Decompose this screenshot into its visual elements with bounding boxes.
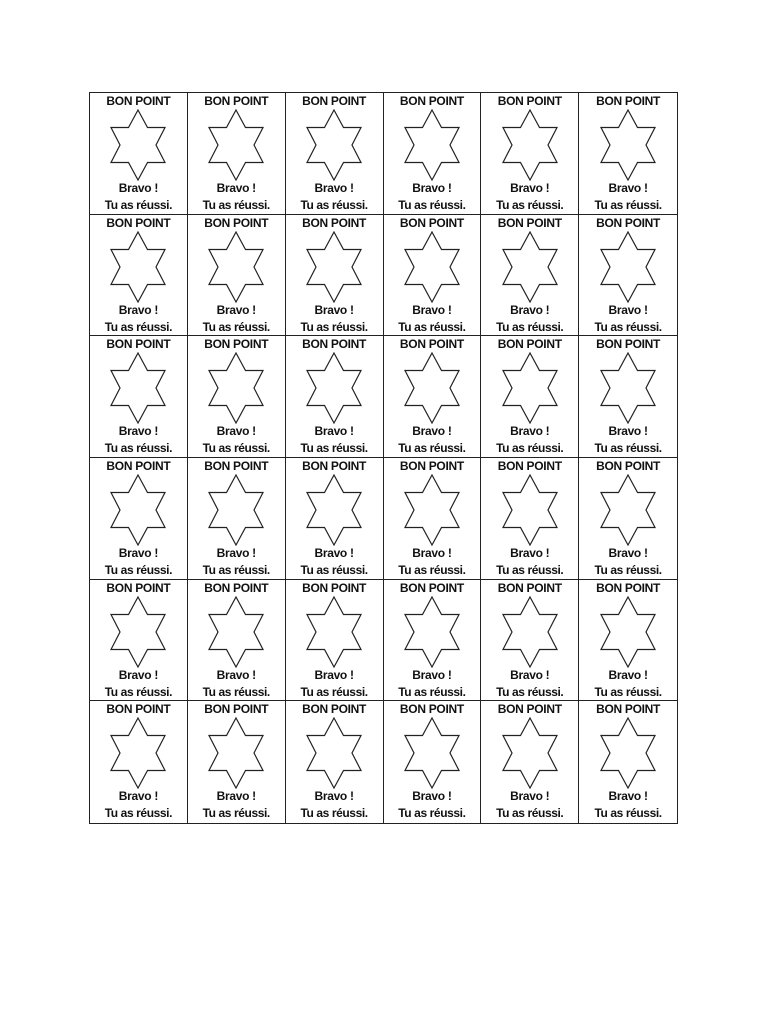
six-pointed-star-icon [501,474,559,546]
card-title: BON POINT [106,702,171,717]
card-title: BON POINT [106,337,171,352]
bon-point-card [579,336,677,458]
card-message-bravo: Bravo ! [608,545,648,560]
six-pointed-star-icon [599,596,657,668]
card-message-success: Tu as réussi. [104,319,173,334]
bon-point-card [90,93,188,215]
card-message-bravo: Bravo ! [216,302,256,317]
card-message-bravo: Bravo ! [608,181,648,195]
card-message-bravo: Bravo ! [412,545,452,560]
six-pointed-star-icon [403,717,461,789]
bon-point-card [579,580,677,702]
six-pointed-star-icon [109,474,167,546]
bon-point-sheet [89,92,678,824]
card-title: BON POINT [596,337,661,352]
card-title: BON POINT [497,580,562,595]
card-title: BON POINT [204,94,269,108]
bon-point-card [481,215,579,337]
card-message-success: Tu as réussi. [300,198,368,212]
bon-point-card [188,580,286,702]
card-title: BON POINT [399,580,464,595]
bon-point-card [481,93,579,215]
card-message-bravo: Bravo ! [608,424,648,439]
card-message-success: Tu as réussi. [104,198,173,212]
card-title: BON POINT [596,580,661,595]
card-message-success: Tu as réussi. [202,198,270,212]
bon-point-card [188,701,286,823]
bon-point-card [286,215,384,337]
bon-point-card [579,215,677,337]
card-message-bravo: Bravo ! [216,667,256,682]
card-message-success: Tu as réussi. [398,562,466,577]
six-pointed-star-icon [305,109,363,181]
bon-point-card [481,336,579,458]
card-message-bravo: Bravo ! [216,789,256,804]
bon-point-card [90,458,188,580]
card-message-success: Tu as réussi. [496,441,564,456]
card-message-success: Tu as réussi. [104,441,173,456]
card-message-bravo: Bravo ! [510,181,550,195]
card-title: BON POINT [596,458,661,473]
card-message-success: Tu as réussi. [398,319,466,334]
bon-point-card [384,215,482,337]
card-message-bravo: Bravo ! [118,545,159,560]
six-pointed-star-icon [403,596,461,668]
card-message-bravo: Bravo ! [118,302,159,317]
card-title: BON POINT [596,94,661,108]
card-title: BON POINT [204,580,269,595]
bon-point-card [481,458,579,580]
card-title: BON POINT [596,702,661,717]
bon-point-card [286,458,384,580]
six-pointed-star-icon [501,231,559,303]
six-pointed-star-icon [305,352,363,424]
six-pointed-star-icon [305,596,363,668]
card-message-success: Tu as réussi. [594,684,662,699]
card-title: BON POINT [497,94,562,108]
card-title: BON POINT [106,215,171,230]
card-message-success: Tu as réussi. [202,319,270,334]
bon-point-card [579,93,677,215]
six-pointed-star-icon [305,474,363,546]
card-message-bravo: Bravo ! [118,789,159,804]
card-message-success: Tu as réussi. [202,806,270,821]
card-title: BON POINT [302,580,367,595]
card-title: BON POINT [497,215,562,230]
card-title: BON POINT [399,702,464,717]
six-pointed-star-icon [207,596,265,668]
bon-point-card [286,580,384,702]
card-title: BON POINT [399,94,464,108]
card-message-bravo: Bravo ! [314,667,354,682]
card-message-bravo: Bravo ! [314,545,354,560]
card-message-success: Tu as réussi. [300,806,368,821]
card-title: BON POINT [204,337,269,352]
bon-point-card [481,701,579,823]
six-pointed-star-icon [501,717,559,789]
card-message-success: Tu as réussi. [594,806,662,821]
card-message-success: Tu as réussi. [202,441,270,456]
card-message-bravo: Bravo ! [118,424,159,439]
six-pointed-star-icon [305,717,363,789]
card-message-bravo: Bravo ! [510,424,550,439]
card-message-success: Tu as réussi. [398,806,466,821]
card-message-success: Tu as réussi. [594,319,662,334]
card-message-bravo: Bravo ! [412,302,452,317]
card-message-bravo: Bravo ! [412,667,452,682]
card-title: BON POINT [302,702,367,717]
card-title: BON POINT [497,458,562,473]
card-title: BON POINT [106,580,171,595]
bon-point-card [384,93,482,215]
card-message-bravo: Bravo ! [118,181,159,195]
card-message-bravo: Bravo ! [412,181,452,195]
card-message-bravo: Bravo ! [608,667,648,682]
card-title: BON POINT [497,702,562,717]
card-title: BON POINT [302,215,367,230]
card-title: BON POINT [204,702,269,717]
card-message-success: Tu as réussi. [496,806,564,821]
six-pointed-star-icon [109,231,167,303]
card-title: BON POINT [302,337,367,352]
six-pointed-star-icon [109,596,167,668]
six-pointed-star-icon [599,231,657,303]
bon-point-card [384,458,482,580]
bon-point-card [286,93,384,215]
card-title: BON POINT [106,94,171,108]
six-pointed-star-icon [207,109,265,181]
bon-point-card [481,580,579,702]
six-pointed-star-icon [403,352,461,424]
card-message-bravo: Bravo ! [314,424,354,439]
bon-point-card [384,701,482,823]
card-message-success: Tu as réussi. [300,319,368,334]
card-message-success: Tu as réussi. [496,319,564,334]
card-title: BON POINT [204,215,269,230]
card-message-success: Tu as réussi. [300,441,368,456]
six-pointed-star-icon [207,474,265,546]
six-pointed-star-icon [403,109,461,181]
card-message-success: Tu as réussi. [398,684,466,699]
card-message-success: Tu as réussi. [202,562,270,577]
card-message-success: Tu as réussi. [398,198,466,212]
six-pointed-star-icon [599,352,657,424]
card-message-bravo: Bravo ! [216,545,256,560]
card-message-bravo: Bravo ! [608,302,648,317]
card-message-bravo: Bravo ! [412,789,452,804]
six-pointed-star-icon [109,109,167,181]
card-title: BON POINT [302,94,367,108]
card-message-bravo: Bravo ! [510,545,550,560]
six-pointed-star-icon [501,109,559,181]
card-title: BON POINT [204,458,269,473]
six-pointed-star-icon [207,352,265,424]
six-pointed-star-icon [501,352,559,424]
card-title: BON POINT [596,215,661,230]
card-message-success: Tu as réussi. [104,562,173,577]
card-message-bravo: Bravo ! [314,181,354,195]
card-title: BON POINT [497,337,562,352]
card-message-success: Tu as réussi. [202,684,270,699]
card-message-bravo: Bravo ! [314,789,354,804]
six-pointed-star-icon [207,231,265,303]
bon-point-card [286,701,384,823]
card-title: BON POINT [302,458,367,473]
card-message-bravo: Bravo ! [510,302,550,317]
bon-point-card [188,336,286,458]
bon-point-card [90,336,188,458]
card-title: BON POINT [399,337,464,352]
card-message-success: Tu as réussi. [398,441,466,456]
six-pointed-star-icon [501,596,559,668]
bon-point-card [90,215,188,337]
six-pointed-star-icon [599,474,657,546]
card-message-success: Tu as réussi. [496,684,564,699]
card-message-bravo: Bravo ! [118,667,159,682]
card-message-success: Tu as réussi. [496,198,564,212]
card-message-success: Tu as réussi. [300,684,368,699]
six-pointed-star-icon [305,231,363,303]
bon-point-card [579,701,677,823]
six-pointed-star-icon [109,717,167,789]
bon-point-card [188,458,286,580]
bon-point-card [90,701,188,823]
six-pointed-star-icon [207,717,265,789]
bon-point-card [384,336,482,458]
card-message-bravo: Bravo ! [608,789,648,804]
card-message-success: Tu as réussi. [594,562,662,577]
card-title: BON POINT [399,215,464,230]
six-pointed-star-icon [403,231,461,303]
bon-point-card [188,215,286,337]
bon-point-card [384,580,482,702]
card-message-success: Tu as réussi. [104,684,173,699]
card-message-success: Tu as réussi. [300,562,368,577]
card-message-bravo: Bravo ! [216,181,256,195]
six-pointed-star-icon [403,474,461,546]
bon-point-card [579,458,677,580]
bon-point-card [286,336,384,458]
six-pointed-star-icon [599,717,657,789]
bon-point-card [188,93,286,215]
card-message-bravo: Bravo ! [510,789,550,804]
bon-point-card [90,580,188,702]
card-message-bravo: Bravo ! [412,424,452,439]
card-message-success: Tu as réussi. [594,441,662,456]
card-message-bravo: Bravo ! [314,302,354,317]
card-message-success: Tu as réussi. [496,562,564,577]
six-pointed-star-icon [109,352,167,424]
card-message-bravo: Bravo ! [216,424,256,439]
card-message-bravo: Bravo ! [510,667,550,682]
card-message-success: Tu as réussi. [594,198,662,212]
card-title: BON POINT [106,458,171,473]
six-pointed-star-icon [599,109,657,181]
card-message-success: Tu as réussi. [104,806,173,821]
card-title: BON POINT [399,458,464,473]
